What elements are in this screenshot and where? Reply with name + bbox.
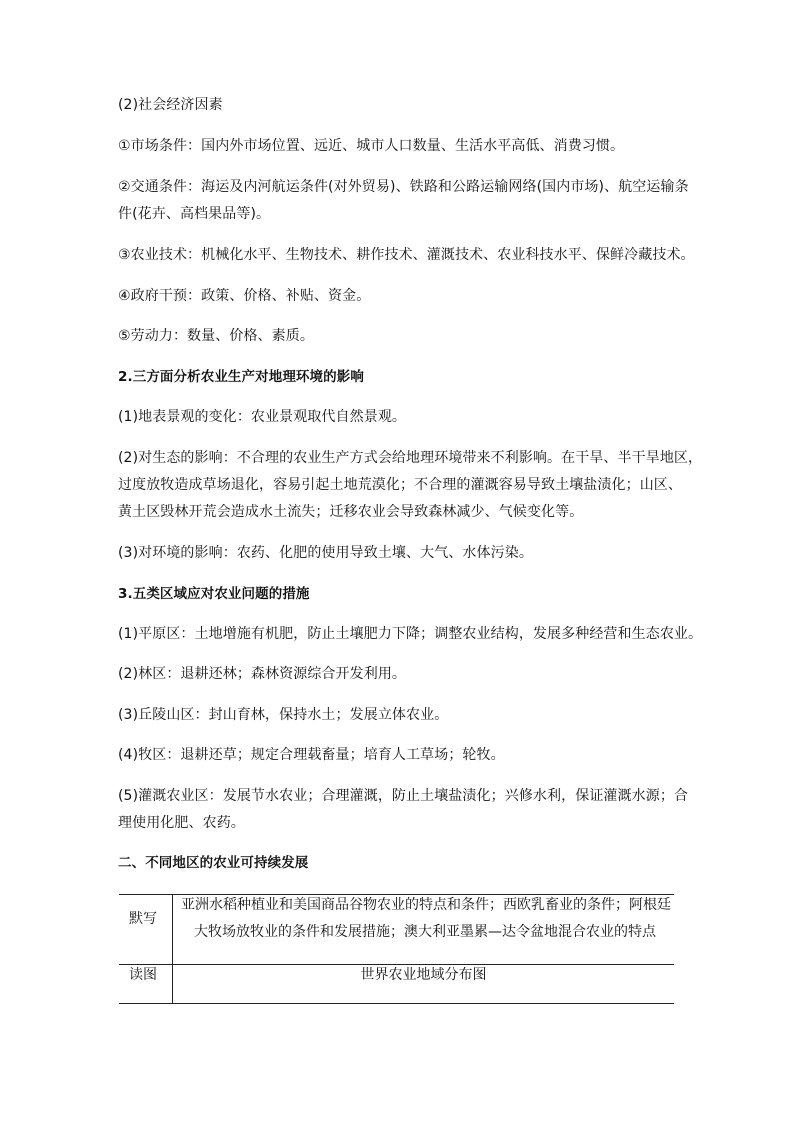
paragraph-agri-tech: ③农业技术：机械化水平、生物技术、耕作技术、灌溉技术、农业科技水平、保鲜冷藏技术。 [118,247,695,263]
paragraph-pasture: (4)牧区：退耕还草；规定合理载畜量；培育人工草场；轮牧。 [118,747,505,763]
paragraph-transport-line2: 件(花卉、高档果品等)。 [118,206,271,222]
paragraph-market: ①市场条件：国内外市场位置、远近、城市人口数量、生活水平高低、消费习惯。 [118,138,625,154]
chapter-heading-sustainable: 二、不同地区的农业可持续发展 [118,855,309,871]
table-dictation-text-line2: 大牧场放牧业的条件和发展措施；澳大利亚墨累—达令盆地混合农业的特点 [194,924,656,940]
paragraph-transport-line1: ②交通条件：海运及内河航运条件(对外贸易)、铁路和公路运输网络(国内市场)、航空运输条 [118,179,689,195]
paragraph-plain: (1)平原区：土地增施有机肥，防止土壤肥力下降；调整农业结构，发展多种经营和生态农业。 [118,626,703,642]
paragraph-forest: (2)林区：退耕还林；森林资源综合开发利用。 [118,666,407,682]
table-label-dictation: 默写 [129,911,157,927]
subsection-heading-socioeconomic: (2)社会经济因素 [118,97,223,113]
paragraph-labor: ⑤劳动力：数量、价格、素质。 [118,328,314,344]
paragraph-ecology-line3: 黄土区毁林开荒会造成水土流失；迁移农业会导致森林减少、气候变化等。 [118,504,584,520]
paragraph-irrigation-line2: 理使用化肥、农药。 [118,815,245,831]
paragraph-ecology-line2: 过度放牧造成草场退化，容易引起土地荒漠化；不合理的灌溉容易导致土壤盐渍化；山区、 [118,477,682,493]
paragraph-landscape: (1)地表景观的变化：农业景观取代自然景观。 [118,409,407,425]
paragraph-ecology-line1: (2)对生态的影响：不合理的农业生产方式会给地理环境带来不利影响。在干旱、半干旱地区， [118,450,703,466]
section-heading-measures: 3.五类区域应对农业问题的措施 [118,586,310,602]
paragraph-hills: (3)丘陵山区：封山育林，保持水土；发展立体农业。 [118,707,449,723]
section-heading-impact: 2.三方面分析农业生产对地理环境的影响 [118,369,364,385]
table-label-read-map: 读图 [129,967,157,983]
paragraph-irrigation-line1: (5)灌溉农业区：发展节水农业；合理灌溉，防止土壤盐渍化；兴修水利，保证灌溉水源；合 [118,788,689,804]
table-read-map-text: 世界农业地域分布图 [360,967,487,983]
table-column-divider [172,895,173,1003]
paragraph-government: ④政府干预：政策、价格、补贴、资金。 [118,288,371,304]
study-table [119,894,674,1004]
paragraph-environment: (3)对环境的影响：农药、化肥的使用导致土壤、大气、水体污染。 [118,545,533,561]
table-dictation-text-line1: 亚洲水稻种植业和美国商品谷物农业的特点和条件；西欧乳畜业的条件；阿根廷 [181,897,671,913]
